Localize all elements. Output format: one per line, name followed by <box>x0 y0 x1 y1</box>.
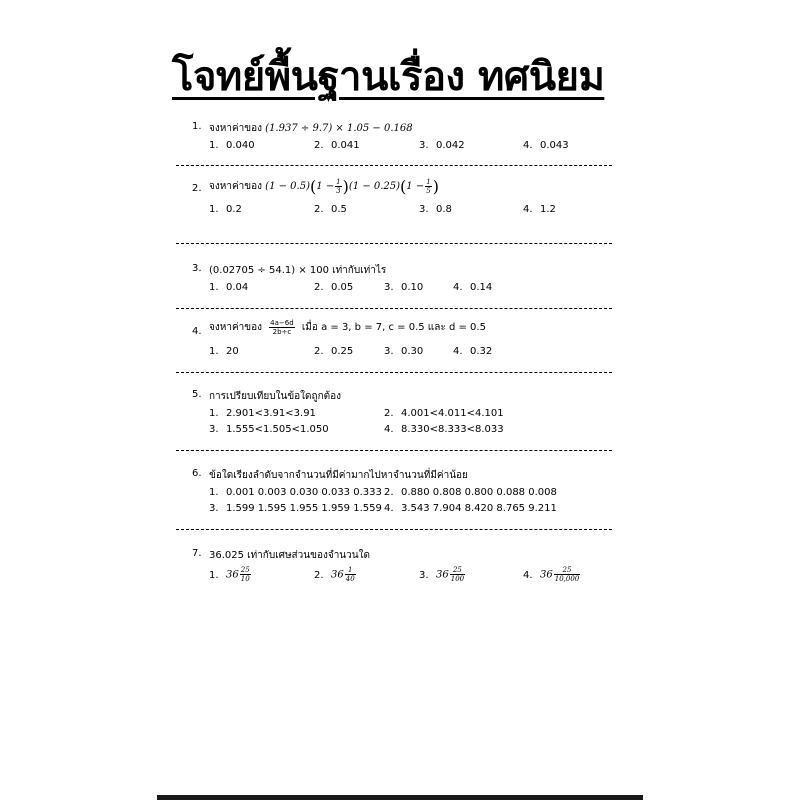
bottom-edge-bar <box>157 795 643 800</box>
option-1[interactable]: 1. 0.040 <box>209 140 255 151</box>
option-4[interactable]: 4. 1.2 <box>523 204 556 215</box>
question-condition: a = 3, b = 7, c = 0.5 <box>321 322 425 333</box>
divider <box>176 450 612 451</box>
question-prompt: จงหาค่าของ <box>209 181 262 192</box>
question-number: 4. <box>192 326 202 337</box>
question-fraction: $\frac{4a-6d}{2b\div c}$ <box>270 319 294 336</box>
question-text <box>209 263 386 278</box>
option-2[interactable]: 2. 0.05 <box>314 282 354 293</box>
option-3[interactable]: 3. 0.8 <box>419 204 452 215</box>
option-1[interactable]: 1. 0.2 <box>209 204 242 215</box>
option-3[interactable]: 3. 0.10 <box>384 282 424 293</box>
question-number: 5. <box>192 389 202 400</box>
option-3[interactable]: 3. 1.599 1.595 1.955 1.959 1.559 <box>209 503 382 514</box>
option-3[interactable]: 3. 0.042 <box>419 140 465 151</box>
option-3[interactable]: 3. 0.30 <box>384 346 424 357</box>
option-4[interactable]: 4. 0.043 <box>523 140 569 151</box>
question-when: เมื่อ <box>301 322 318 333</box>
option-1[interactable]: 1. 2.901<3.91<3.91 <box>209 408 316 419</box>
question-number: 1. <box>192 121 202 132</box>
option-2[interactable]: 2. 4.001<4.011<4.101 <box>384 408 504 419</box>
question-number: 7. <box>192 548 202 559</box>
option-2[interactable]: 2. 0.25 <box>314 346 354 357</box>
option-3[interactable]: 3. 1.555<1.505<1.050 <box>209 424 329 435</box>
question-expression: (0.02705 ÷ 54.1) × 100 <box>209 265 329 276</box>
divider <box>176 372 612 373</box>
option-4[interactable]: 4. 0.32 <box>453 346 493 357</box>
option-2[interactable]: 2. 0.880 0.808 0.800 0.088 0.008 <box>384 487 557 498</box>
question-condition: d = 0.5 <box>448 322 486 333</box>
question-text <box>209 121 413 136</box>
question-prompt: จงหาค่าของ <box>209 123 262 134</box>
option-4[interactable]: 4. 8.330<8.333<8.033 <box>384 424 504 435</box>
question-prompt: จงหาค่าของ <box>209 322 262 333</box>
option-1[interactable]: 1. 36 $\frac{25}{10}$ <box>209 566 250 583</box>
option-2[interactable]: 2. 0.041 <box>314 140 360 151</box>
question-prompt: ข้อใดเรียงลำดับจากจำนวนที่มีค่ามากไปหาจำนวนที่มีค่าน้อย <box>209 470 468 481</box>
question-expression: (1 − 0.5)(1 − $\frac{1}{3}$ )(1 − 0.25)(1 − $\frac{1}{5}$ ) <box>265 177 439 196</box>
question-text <box>209 177 439 196</box>
divider <box>176 308 612 309</box>
question-and: และ <box>427 322 446 333</box>
question-number: 3. <box>192 263 202 274</box>
option-3[interactable]: 3. 36 $\frac{25}{100}$ <box>419 566 465 583</box>
question-prompt: การเปรียบเทียบในข้อใดถูกต้อง <box>209 391 342 402</box>
option-2[interactable]: 2. 0.5 <box>314 204 347 215</box>
page-title: โจทย์พื้นฐานเรื่อง ทศนิยม <box>172 54 605 100</box>
question-number: 6. <box>192 468 202 479</box>
option-1[interactable]: 1. 0.001 0.003 0.030 0.033 0.333 <box>209 487 382 498</box>
option-4[interactable]: 4. 3.543 7.904 8.420 8.765 9.211 <box>384 503 557 514</box>
option-2[interactable]: 2. 36 $\frac{1}{40}$ <box>314 566 355 583</box>
question-prompt: 36.025 เท่ากับเศษส่วนของจำนวนใด <box>209 550 370 561</box>
divider <box>176 165 612 166</box>
question-expression: (1.937 ÷ 9.7) × 1.05 − 0.168 <box>265 123 413 134</box>
divider <box>176 243 612 244</box>
question-text <box>209 319 486 336</box>
divider <box>176 529 612 530</box>
question-number: 2. <box>192 183 202 194</box>
option-1[interactable]: 1. 0.04 <box>209 282 249 293</box>
option-4[interactable]: 4. 36 $\frac{25}{10,000}$ <box>523 566 580 583</box>
option-4[interactable]: 4. 0.14 <box>453 282 493 293</box>
option-1[interactable]: 1. 20 <box>209 346 239 357</box>
question-prompt: เท่ากับเท่าไร <box>332 265 387 276</box>
